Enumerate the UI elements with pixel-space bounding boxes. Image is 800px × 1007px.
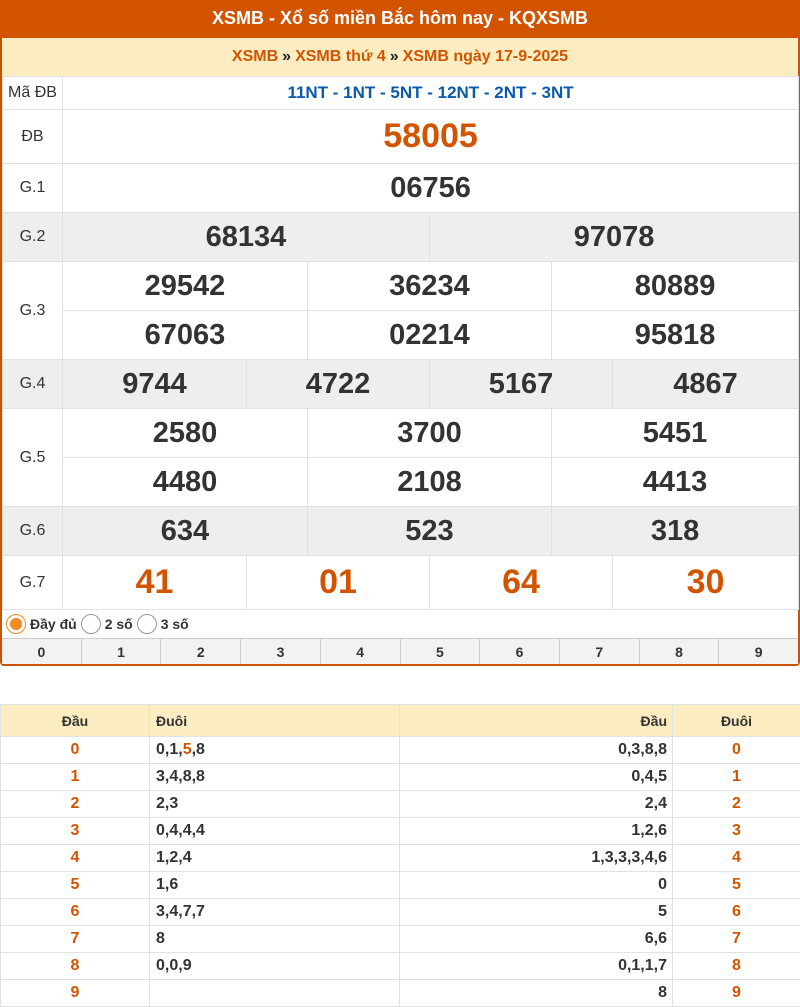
g2-number: 97078 <box>430 213 799 262</box>
row-g3 <box>3 262 799 311</box>
row-g3b <box>3 311 799 360</box>
g4-number: 9744 <box>63 360 247 409</box>
g7-label: G.7 <box>3 556 63 610</box>
table-row <box>1 872 800 899</box>
breadcrumb-separator: » <box>278 48 295 65</box>
duoi2-cell: 4 <box>673 845 800 872</box>
g3-number: 02214 <box>308 311 552 360</box>
g6-label: G.6 <box>3 507 63 556</box>
duoi2-cell: 0 <box>673 737 800 764</box>
table-row <box>1 899 800 926</box>
breadcrumb-separator: » <box>386 48 403 65</box>
g4-number: 4722 <box>247 360 430 409</box>
dau2-cell: 8 <box>400 980 673 1007</box>
g4-label: G.4 <box>3 360 63 409</box>
g5-label: G.5 <box>3 409 63 507</box>
row-g7 <box>3 556 799 610</box>
row-g2 <box>3 213 799 262</box>
digit-filter-1[interactable]: 1 <box>82 638 162 664</box>
duoi-cell: 3,4,7,7 <box>150 899 400 926</box>
duoi-cell: 0,4,4,4 <box>150 818 400 845</box>
digit-filter-3[interactable]: 3 <box>241 638 321 664</box>
dau2-cell: 0,3,8,8 <box>400 737 673 764</box>
dau2-cell: 0,1,1,7 <box>400 953 673 980</box>
radio-selected-icon[interactable] <box>6 614 26 634</box>
g1-number: 06756 <box>63 164 799 213</box>
g4-number: 4867 <box>613 360 799 409</box>
duoi-highlight: 5 <box>183 741 192 758</box>
dau2-cell: 1,2,6 <box>400 818 673 845</box>
row-g5 <box>3 409 799 458</box>
table-row <box>1 764 800 791</box>
duoi2-cell: 2 <box>673 791 800 818</box>
g5-number: 5451 <box>552 409 799 458</box>
loto-header-row <box>1 705 800 737</box>
g3-number: 36234 <box>308 262 552 311</box>
duoi-cell: 2,3 <box>150 791 400 818</box>
row-g5b <box>3 458 799 507</box>
table-row <box>1 845 800 872</box>
duoi-cell: 0,0,9 <box>150 953 400 980</box>
option-two-label: 2 số <box>105 616 133 632</box>
breadcrumb <box>2 38 798 76</box>
g5-number: 4413 <box>552 458 799 507</box>
dau2-cell: 6,6 <box>400 926 673 953</box>
col-duoi-header: Đuôi <box>150 705 400 737</box>
ma-db-value: 11NT - 1NT - 5NT - 12NT - 2NT - 3NT <box>63 77 799 110</box>
g6-number: 318 <box>552 507 799 556</box>
duoi-cell: 1,2,4 <box>150 845 400 872</box>
ma-db-label: Mã ĐB <box>3 77 63 110</box>
g7-number: 41 <box>63 556 247 610</box>
table-row <box>1 737 800 764</box>
digit-filter-6[interactable]: 6 <box>480 638 560 664</box>
digit-filter-2[interactable]: 2 <box>161 638 241 664</box>
duoi2-cell: 8 <box>673 953 800 980</box>
table-row <box>1 791 800 818</box>
g3-label: G.3 <box>3 262 63 360</box>
duoi2-cell: 6 <box>673 899 800 926</box>
duoi2-cell: 9 <box>673 980 800 1007</box>
duoi2-cell: 5 <box>673 872 800 899</box>
dau2-cell: 1,3,3,3,4,6 <box>400 845 673 872</box>
option-three-digits[interactable] <box>137 614 189 634</box>
g5-number: 3700 <box>308 409 552 458</box>
g7-number: 64 <box>430 556 613 610</box>
row-g1 <box>3 164 799 213</box>
dau2-cell-highlight: 0 <box>400 872 673 899</box>
duoi-text: 0,1, <box>156 741 183 758</box>
row-ma-db <box>3 77 799 110</box>
table-row <box>1 953 800 980</box>
g3-number: 29542 <box>63 262 308 311</box>
digit-filter-5[interactable]: 5 <box>401 638 481 664</box>
digit-filter-8[interactable]: 8 <box>640 638 720 664</box>
duoi2-cell: 7 <box>673 926 800 953</box>
g2-number: 68134 <box>63 213 430 262</box>
duoi2-cell: 1 <box>673 764 800 791</box>
dau-cell: 2 <box>1 791 150 818</box>
g3-number: 80889 <box>552 262 799 311</box>
col-dau-header: Đầu <box>1 705 150 737</box>
breadcrumb-xsmb-date[interactable]: XSMB ngày 17-9-2025 <box>403 48 568 65</box>
row-db <box>3 110 799 164</box>
page-title: XSMB - Xổ số miền Bắc hôm nay - KQXSMB <box>0 0 800 38</box>
duoi2-cell: 3 <box>673 818 800 845</box>
dau-cell: 6 <box>1 899 150 926</box>
row-g6 <box>3 507 799 556</box>
duoi-cell: 8 <box>150 926 400 953</box>
radio-icon[interactable] <box>81 614 101 634</box>
option-full[interactable] <box>6 614 77 634</box>
dau-cell: 5 <box>1 872 150 899</box>
duoi-cell: 3,4,8,8 <box>150 764 400 791</box>
g4-number: 5167 <box>430 360 613 409</box>
g1-label: G.1 <box>3 164 63 213</box>
g3-number: 95818 <box>552 311 799 360</box>
digit-filter-4[interactable]: 4 <box>321 638 401 664</box>
option-two-digits[interactable] <box>81 614 133 634</box>
display-options <box>2 610 798 638</box>
g7-number: 30 <box>613 556 799 610</box>
digit-filter-0[interactable]: 0 <box>2 638 82 664</box>
radio-icon[interactable] <box>137 614 157 634</box>
g6-number: 523 <box>308 507 552 556</box>
dau-cell: 8 <box>1 953 150 980</box>
col-dau2-header: Đầu <box>400 705 673 737</box>
g5-number: 2580 <box>63 409 308 458</box>
special-prize-number: 58005 <box>63 110 799 164</box>
table-row <box>1 818 800 845</box>
row-g4 <box>3 360 799 409</box>
digit-filter-7[interactable]: 7 <box>560 638 640 664</box>
g5-number: 4480 <box>63 458 308 507</box>
duoi-cell <box>150 980 400 1007</box>
option-three-label: 3 số <box>161 616 189 632</box>
dau-cell: 3 <box>1 818 150 845</box>
duoi-text: ,8 <box>192 741 205 758</box>
digit-filter <box>2 638 798 664</box>
dau2-cell: 5 <box>400 899 673 926</box>
g6-number: 634 <box>63 507 308 556</box>
loto-table <box>0 704 800 1007</box>
g5-number: 2108 <box>308 458 552 507</box>
duoi-cell <box>150 737 400 764</box>
duoi-cell: 1,6 <box>150 872 400 899</box>
dau2-cell: 2,4 <box>400 791 673 818</box>
breadcrumb-xsmb[interactable]: XSMB <box>232 48 278 65</box>
option-full-label: Đầy đủ <box>30 616 77 632</box>
dau-cell: 1 <box>1 764 150 791</box>
table-row <box>1 980 800 1007</box>
table-row <box>1 926 800 953</box>
results-table <box>2 76 799 610</box>
dau2-cell: 0,4,5 <box>400 764 673 791</box>
breadcrumb-xsmb-thu-4[interactable]: XSMB thứ 4 <box>295 48 386 65</box>
db-label: ĐB <box>3 110 63 164</box>
dau-cell: 7 <box>1 926 150 953</box>
dau-cell: 0 <box>1 737 150 764</box>
col-duoi2-header: Đuôi <box>673 705 800 737</box>
digit-filter-9[interactable]: 9 <box>719 638 798 664</box>
dau-cell: 9 <box>1 980 150 1007</box>
dau-cell: 4 <box>1 845 150 872</box>
g7-number: 01 <box>247 556 430 610</box>
g3-number: 67063 <box>63 311 308 360</box>
g2-label: G.2 <box>3 213 63 262</box>
